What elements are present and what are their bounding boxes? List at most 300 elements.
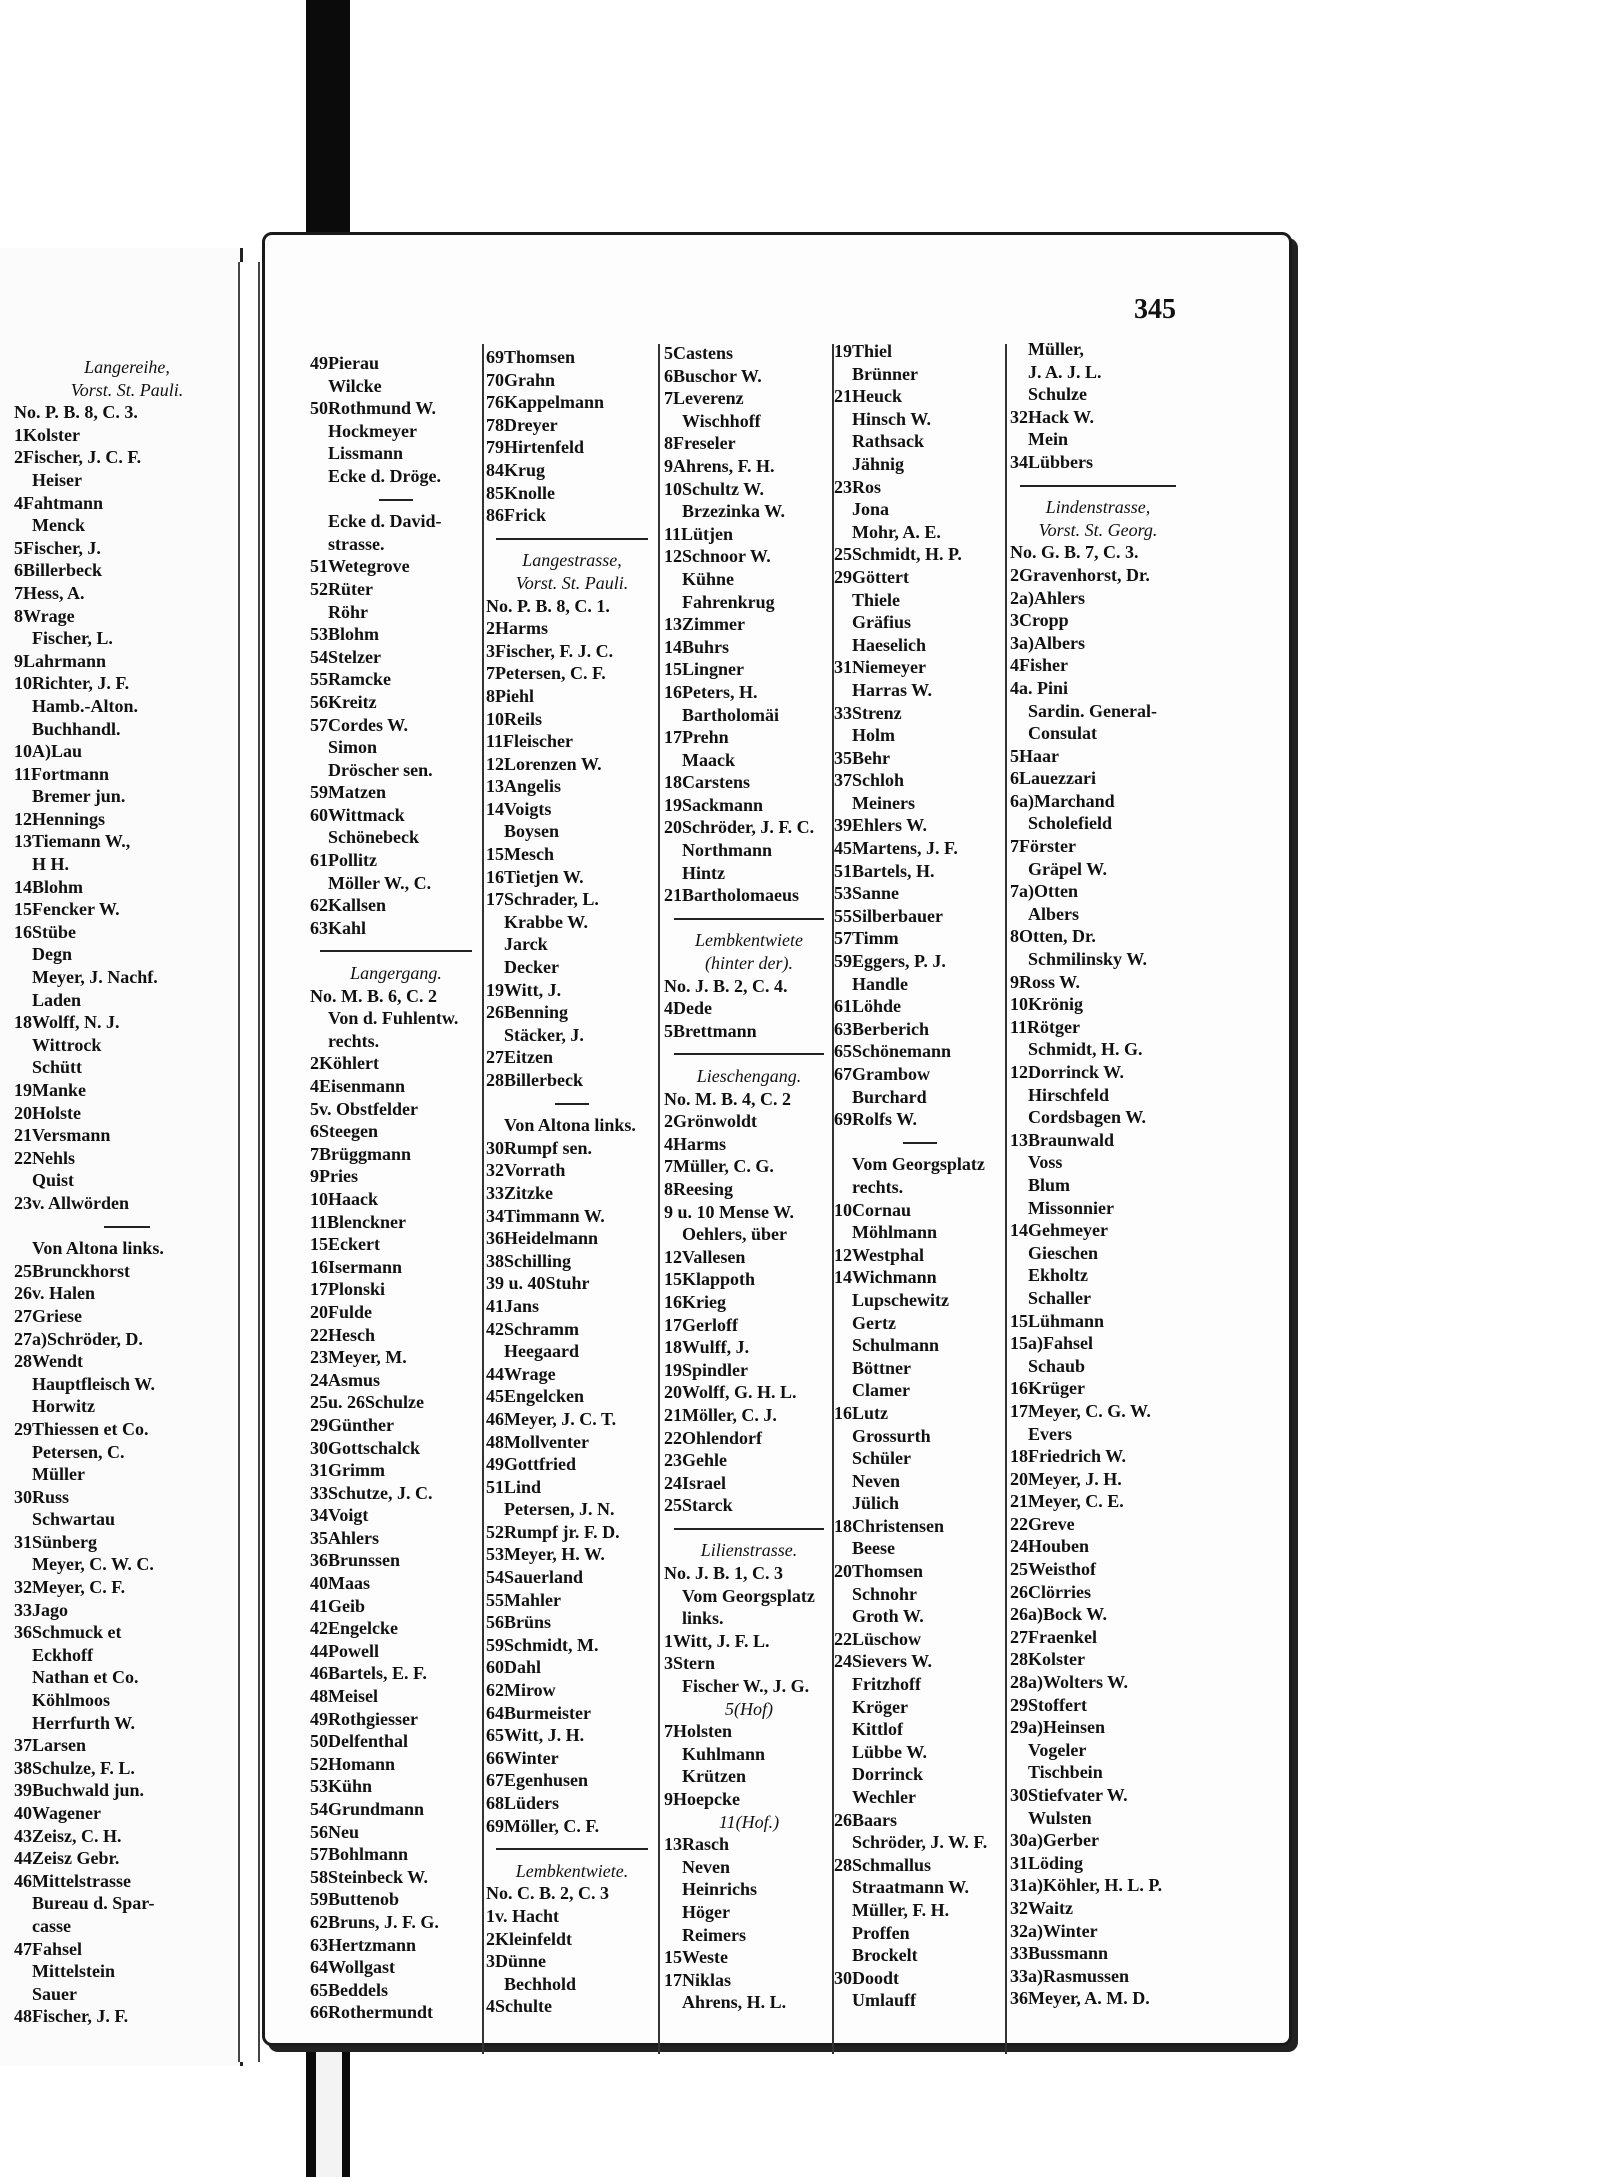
directory-entry: 33Zitzke [486, 1182, 553, 1203]
directory-entry: Mittelstein [32, 1961, 115, 1982]
directory-entry: 20Holste [14, 1102, 81, 1123]
directory-entry: 30Russ [14, 1486, 70, 1507]
directory-entry: 46Bartels, E. F. [310, 1663, 427, 1684]
directory-entry: 53Blohm [310, 624, 380, 645]
directory-entry: 84Krug [486, 459, 546, 480]
directory-entry: 1Witt, J. F. L. [664, 1630, 770, 1651]
directory-entry: 4Dede [664, 998, 712, 1019]
directory-entry: 12Dorrinck W. [1010, 1062, 1125, 1082]
directory-entry: 36Heidelmann [486, 1228, 599, 1249]
directory-entry: 4Fahtmann [14, 492, 104, 513]
directory-column-5 [1010, 338, 1186, 2010]
directory-entry: Jarck [504, 934, 548, 955]
directory-entry: 11Fortmann [14, 763, 110, 784]
directory-entry: Blum [1028, 1174, 1071, 1195]
directory-entry: 17Gerloff [664, 1314, 738, 1335]
directory-entry: No. C. B. 2, C. 3 [486, 1883, 610, 1904]
directory-entry: Schmidt, H. G. [1028, 1039, 1143, 1060]
directory-entry: 19Sackmann [664, 794, 764, 815]
directory-entry: 23v. Allwörden [14, 1192, 130, 1213]
directory-entry: Decker [504, 957, 559, 978]
directory-entry: 13Zimmer [664, 614, 745, 635]
directory-entry: 67Egenhusen [486, 1770, 589, 1791]
left-page-edge [238, 262, 260, 2062]
directory-entry: Heinrichs [682, 1879, 757, 1900]
directory-entry: Mohr, A. E. [852, 521, 941, 542]
directory-entry: 11(Hof.) [718, 1811, 780, 1832]
directory-entry: 10Krönig [1010, 994, 1084, 1015]
directory-entry: 2a)Ahlers [1010, 587, 1085, 608]
directory-entry: 4Fisher [1010, 655, 1068, 676]
directory-entry: 55Silberbauer [834, 905, 944, 926]
directory-entry: 18Friedrich W. [1010, 1446, 1126, 1467]
directory-entry: 3Stern [664, 1653, 715, 1674]
directory-entry: Hockmeyer [328, 420, 417, 441]
directory-entry: Schröder, J. W. F. [852, 1832, 988, 1853]
directory-entry: 79Hirtenfeld [486, 437, 584, 458]
directory-entry: Krabbe W. [504, 911, 589, 932]
directory-entry: 16Stübe [14, 921, 77, 942]
directory-entry: 10Reils [486, 708, 542, 729]
directory-entry: Schönebeck [328, 827, 420, 848]
directory-entry: 70Grahn [486, 369, 556, 390]
directory-entry: 36Meyer, A. M. D. [1010, 1988, 1150, 2009]
directory-entry: Scholefield [1028, 813, 1112, 834]
short-rule [14, 1215, 240, 1238]
directory-entry: 43Zeisz, C. H. [14, 1825, 122, 1846]
directory-entry: 60Dahl [486, 1657, 542, 1678]
directory-entry: Cordsbagen W. [1028, 1107, 1147, 1128]
directory-entry: 12Hennings [14, 808, 106, 829]
short-rule [834, 1131, 1006, 1154]
directory-entry: 39 u. 40Stuhr [486, 1273, 590, 1294]
directory-entry: 19Spindler [664, 1359, 749, 1380]
directory-entry: 9 u. 10 Mense W. [664, 1201, 795, 1222]
directory-entry: 66Rothermundt [310, 2002, 434, 2023]
directory-entry: Hirschfeld [1028, 1084, 1109, 1105]
directory-entry: 14Buhrs [664, 636, 730, 657]
directory-entry: Vom Georgsplatz [682, 1585, 815, 1606]
directory-entry: 16Lutz [834, 1402, 888, 1423]
directory-entry: Von Altona links. [504, 1115, 636, 1136]
directory-entry: Lindenstrasse, [1045, 497, 1151, 518]
directory-entry: 2Kleinfeldt [486, 1928, 572, 1949]
directory-entry: Schaub [1028, 1355, 1086, 1376]
directory-entry: 22Lüschow [834, 1628, 922, 1649]
directory-entry: 10Richter, J. F. [14, 673, 130, 694]
directory-entry: 24Asmus [310, 1369, 381, 1390]
directory-entry: Herrfurth W. [32, 1712, 135, 1733]
directory-entry: 46Mittelstrasse [14, 1870, 131, 1891]
directory-entry: Meiners [852, 792, 915, 813]
directory-entry: 1v. Hacht [486, 1905, 560, 1926]
directory-entry: 42Schramm [486, 1318, 579, 1339]
section-rule [664, 1517, 834, 1540]
directory-entry: Northmann [682, 840, 773, 861]
directory-entry: 4Schulte [486, 1996, 553, 2017]
directory-entry: Kröger [852, 1696, 908, 1717]
directory-entry: 42Engelcke [310, 1618, 398, 1639]
directory-entry: Schwartau [32, 1509, 116, 1530]
directory-entry: Möller W., C. [328, 872, 432, 893]
directory-entry: Haeselich [852, 634, 926, 655]
directory-entry: Vogeler [1028, 1739, 1087, 1760]
directory-entry: Schaller [1028, 1287, 1091, 1308]
directory-entry: 36Schmuck et [14, 1622, 122, 1643]
directory-entry: 54Grundmann [310, 1799, 425, 1819]
directory-entry: Hauptfleisch W. [32, 1373, 156, 1394]
directory-entry: 63Berberich [834, 1018, 929, 1039]
directory-entry: 24Israel [664, 1472, 726, 1493]
directory-entry: Clamer [852, 1380, 910, 1401]
directory-entry: Beese [852, 1538, 895, 1559]
directory-entry: 20Fulde [310, 1301, 373, 1322]
directory-entry: 44Wrage [486, 1363, 556, 1384]
directory-entry: 37Schloh [834, 770, 905, 791]
directory-entry: 26Baars [834, 1809, 897, 1830]
directory-entry: 5Brettmann [664, 1020, 757, 1041]
directory-entry: 33Schutze, J. C. [310, 1482, 433, 1503]
directory-entry: 30a)Gerber [1010, 1830, 1099, 1851]
directory-entry: 22Hesch [310, 1324, 375, 1345]
directory-entry: Fahrenkrug [682, 591, 775, 612]
page-number: 345 [1134, 294, 1176, 325]
directory-entry: 23Ros [834, 476, 882, 497]
directory-entry: 6Buschor W. [664, 365, 762, 386]
directory-entry: 56Kreitz [310, 691, 377, 712]
directory-entry: 12Schnoor W. [664, 546, 771, 567]
directory-entry: Sardin. General- [1028, 700, 1157, 721]
directory-entry: 41Jans [486, 1295, 540, 1316]
directory-entry: Lilienstrasse. [700, 1540, 798, 1561]
directory-entry: Fischer, L. [32, 628, 113, 649]
directory-entry: Wulsten [1028, 1807, 1092, 1828]
directory-entry: strasse. [328, 533, 385, 554]
directory-entry: 31a)Köhler, H. L. P. [1010, 1875, 1163, 1896]
directory-entry: 8Piehl [486, 685, 534, 706]
directory-entry: 19Thiel [834, 341, 893, 361]
directory-entry: 53Meyer, H. W. [486, 1544, 605, 1565]
directory-entry: 48Mollventer [486, 1431, 589, 1452]
directory-entry: 33Bussmann [1010, 1943, 1109, 1964]
directory-entry: Lissmann [328, 443, 404, 464]
directory-entry: 56Brüns [486, 1612, 552, 1633]
directory-entry: 17Plonski [310, 1279, 386, 1300]
directory-entry: No. P. B. 8, C. 1. [486, 595, 610, 616]
directory-entry: Boysen [504, 821, 560, 842]
directory-entry: Brünner [852, 363, 919, 384]
directory-entry: 31Niemeyer [834, 657, 926, 678]
directory-entry: Hamb.-Alton. [32, 695, 139, 716]
directory-entry: 61Pollitz [310, 850, 377, 871]
directory-entry: 31Löding [1010, 1852, 1084, 1873]
directory-entry: Grossurth [852, 1425, 931, 1446]
directory-entry: 40Maas [310, 1573, 370, 1594]
directory-entry: 44Zeisz Gebr. [14, 1848, 120, 1869]
directory-entry: No. P. B. 8, C. 3. [14, 402, 138, 423]
directory-entry: 22Nehls [14, 1147, 76, 1168]
directory-entry: 59Buttenob [310, 1889, 400, 1910]
directory-entry: Schnohr [852, 1583, 918, 1604]
directory-entry: 16Krüger [1010, 1378, 1085, 1399]
directory-entry: Schmilinsky W. [1028, 949, 1148, 970]
directory-entry: 33Strenz [834, 702, 902, 723]
directory-entry: Brzezinka W. [682, 501, 786, 522]
directory-entry: 69Möller, C. F. [486, 1815, 600, 1836]
directory-entry: 30Doodt [834, 1967, 900, 1988]
directory-entry: Tischbein [1028, 1762, 1103, 1783]
directory-entry: 5Fischer, J. [14, 537, 101, 558]
directory-entry: Heegaard [504, 1341, 579, 1362]
directory-entry: 20Meyer, J. H. [1010, 1468, 1122, 1489]
directory-entry: 57Timm [834, 928, 899, 949]
directory-entry: Müller, [1028, 339, 1084, 359]
left-page-column [14, 356, 240, 2028]
directory-entry: 7Brüggmann [310, 1143, 412, 1164]
directory-entry: 34Timmann W. [486, 1205, 605, 1226]
short-rule [310, 488, 482, 511]
directory-entry: 15Weste [664, 1947, 728, 1968]
directory-entry: 33Jago [14, 1599, 68, 1620]
directory-entry: Röhr [328, 601, 368, 622]
directory-entry: 66Winter [486, 1747, 559, 1768]
directory-entry: 11Rötger [1010, 1016, 1080, 1037]
section-rule [1010, 474, 1186, 497]
directory-entry: 21Meyer, C. E. [1010, 1491, 1124, 1512]
directory-entry: 26Clörries [1010, 1581, 1091, 1602]
directory-entry: 4a. Pini [1010, 677, 1069, 698]
directory-entry: 7Holsten [664, 1721, 733, 1742]
directory-entry: 17Meyer, C. G. W. [1010, 1400, 1151, 1421]
directory-entry: 15Klappoth [664, 1269, 756, 1290]
directory-entry: casse [32, 1915, 71, 1936]
directory-entry: 21Versmann [14, 1125, 111, 1146]
directory-column-3 [664, 342, 834, 2014]
directory-entry: 56Neu [310, 1821, 359, 1842]
directory-entry: 22Ohlendorf [664, 1427, 763, 1448]
directory-entry: Ecke d. Dröge. [328, 465, 441, 486]
directory-entry: Groth W. [852, 1606, 924, 1627]
directory-entry: 28Schmallus [834, 1854, 932, 1875]
directory-entry: No. M. B. 4, C. 2 [664, 1088, 791, 1109]
directory-entry: Gräfius [852, 612, 912, 633]
directory-entry: 8Freseler [664, 433, 736, 454]
directory-entry: 27Griese [14, 1305, 82, 1326]
directory-entry: Quist [32, 1170, 75, 1191]
directory-entry: Buchhandl. [32, 718, 121, 739]
directory-entry: 14Voigts [486, 798, 552, 819]
directory-entry: 19Manke [14, 1080, 86, 1100]
directory-entry: 3Fischer, F. J. C. [486, 640, 614, 661]
directory-entry: 10Cornau [834, 1199, 912, 1220]
directory-entry: Handle [852, 973, 909, 994]
directory-entry: 15Fencker W. [14, 899, 120, 920]
directory-entry: 68Lüders [486, 1793, 560, 1813]
directory-entry: 8Wrage [14, 605, 75, 626]
directory-entry: Müller, F. H. [852, 1899, 950, 1920]
directory-entry: Möhlmann [852, 1222, 938, 1243]
directory-entry: Horwitz [32, 1396, 95, 1417]
directory-entry: Ahrens, H. L. [682, 1992, 787, 2013]
directory-entry: Gräpel W. [1028, 858, 1108, 879]
directory-entry: Vom Georgsplatz [852, 1154, 985, 1175]
directory-entry: 8Reesing [664, 1178, 733, 1199]
directory-entry: Rathsack [852, 431, 925, 452]
directory-entry: Evers [1028, 1423, 1072, 1444]
directory-entry: Jülich [852, 1493, 900, 1514]
directory-entry: Bechhold [504, 1973, 577, 1994]
directory-column-1 [310, 352, 482, 2024]
directory-entry: 7Hess, A. [14, 582, 85, 603]
directory-entry: 51Wetegrove [310, 556, 410, 577]
directory-entry: 10A)Lau [14, 741, 83, 762]
directory-entry: Schüler [852, 1448, 912, 1469]
directory-entry: 62Mirow [486, 1680, 556, 1701]
directory-entry: Ekholtz [1028, 1265, 1089, 1286]
directory-entry: 28Wendt [14, 1351, 84, 1372]
directory-entry: 50Rothmund W. [310, 398, 437, 419]
directory-entry: Ecke d. David- [328, 511, 442, 532]
directory-entry: 59Matzen [310, 782, 386, 803]
directory-entry: 44Powell [310, 1640, 379, 1661]
directory-entry: 64Wollgast [310, 1957, 396, 1978]
directory-entry: Hinsch W. [852, 408, 932, 429]
directory-entry: Bartholomäi [682, 704, 779, 725]
directory-entry: Harras W. [852, 679, 933, 700]
directory-entry: 28Billerbeck [486, 1070, 583, 1090]
directory-entry: 63Hertzmann [310, 1934, 416, 1955]
directory-entry: 16Krieg [664, 1291, 726, 1312]
directory-entry: No. G. B. 7, C. 3. [1010, 542, 1139, 563]
directory-entry: 64Burmeister [486, 1702, 591, 1723]
directory-entry: 2Grönwoldt [664, 1111, 758, 1132]
directory-entry: 49Pierau [310, 353, 379, 373]
directory-entry: 22Greve [1010, 1513, 1075, 1534]
directory-entry: Gertz [852, 1312, 896, 1333]
directory-entry: Kühne [682, 568, 735, 589]
directory-entry: 5Haar [1010, 745, 1059, 766]
directory-entry: 10Haack [310, 1188, 379, 1209]
directory-entry: 28Kolster [1010, 1649, 1085, 1670]
directory-entry: Schulmann [852, 1335, 940, 1356]
directory-entry: 46Meyer, J. C. T. [486, 1408, 617, 1429]
directory-entry: Wischhoff [682, 410, 761, 431]
directory-entry: H H. [32, 854, 70, 875]
directory-entry: Wilcke [328, 375, 382, 396]
directory-entry: Nathan et Co. [32, 1667, 139, 1688]
directory-entry: Oehlers, über [682, 1224, 787, 1245]
directory-entry: Lembkentwiete. [515, 1860, 629, 1881]
directory-entry: 2Gravenhorst, Dr. [1010, 564, 1150, 585]
directory-entry: 53Sanne [834, 883, 900, 904]
directory-entry: Von Altona links. [32, 1238, 164, 1259]
directory-entry: 69Thomsen [486, 347, 576, 367]
directory-entry: 25Schmidt, H. P. [834, 544, 962, 565]
directory-entry: 52Rüter [310, 578, 373, 599]
directory-entry: rechts. [852, 1176, 904, 1197]
directory-entry: 23Gehle [664, 1450, 727, 1471]
directory-entry: Holm [852, 725, 895, 746]
directory-entry: 27Eitzen [486, 1047, 553, 1068]
directory-entry: Fischer W., J. G. [682, 1676, 810, 1697]
directory-entry: Von d. Fuhlentw. [328, 1008, 459, 1029]
directory-entry: 12Lorenzen W. [486, 753, 602, 774]
directory-entry: Bureau d. Spar- [32, 1893, 155, 1914]
directory-entry: 61Löhde [834, 996, 902, 1017]
directory-entry: 37Larsen [14, 1735, 86, 1756]
directory-entry: 32a)Winter [1010, 1920, 1098, 1941]
directory-entry: 47Fahsel [14, 1938, 83, 1959]
directory-entry: 78Dreyer [486, 414, 558, 435]
directory-entry: No. J. B. 1, C. 3 [664, 1563, 784, 1584]
directory-entry: 38Schilling [486, 1250, 572, 1271]
directory-entry: 57Cordes W. [310, 714, 409, 735]
directory-entry: 55Mahler [486, 1589, 561, 1610]
directory-entry: 19Witt, J. [486, 979, 562, 1000]
directory-entry: 20Schröder, J. F. C. [664, 817, 815, 838]
directory-entry: 21Möller, C. J. [664, 1404, 777, 1425]
directory-entry: 65Witt, J. H. [486, 1725, 585, 1746]
directory-entry: 14Blohm [14, 876, 84, 897]
directory-entry: 62Kallsen [310, 895, 387, 916]
directory-entry: 11Fleischer [486, 731, 573, 752]
directory-entry: 28a)Wolters W. [1010, 1672, 1129, 1693]
directory-entry: 32Waitz [1010, 1897, 1073, 1918]
directory-entry: 20Thomsen [834, 1561, 924, 1582]
directory-entry: Hintz [682, 862, 725, 883]
section-rule [664, 1042, 834, 1065]
section-rule [310, 939, 482, 962]
directory-entry: Wittrock [32, 1034, 102, 1055]
directory-entry: 32Vorrath [486, 1160, 566, 1181]
directory-entry: 52Rumpf jr. F. D. [486, 1521, 620, 1542]
directory-entry: 26Benning [486, 1002, 569, 1023]
directory-entry: 60Wittmack [310, 804, 405, 825]
column-divider [482, 344, 484, 2054]
directory-entry: 32Meyer, C. F. [14, 1577, 126, 1598]
directory-entry: 34Lübbers [1010, 451, 1094, 472]
directory-entry: Neven [852, 1470, 900, 1491]
directory-entry: 51Bartels, H. [834, 860, 935, 881]
directory-entry: 14Wichmann [834, 1267, 937, 1288]
directory-entry: 11Blenckner [310, 1211, 407, 1232]
section-rule [664, 907, 834, 930]
section-rule [486, 1837, 658, 1860]
directory-entry: 7Leverenz [664, 388, 744, 409]
directory-entry: 31Sünberg [14, 1531, 98, 1552]
directory-entry: Meyer, J. Nachf. [32, 967, 158, 988]
directory-entry: 20Wolff, G. H. L. [664, 1382, 797, 1403]
directory-entry: 17Schrader, L. [486, 889, 599, 910]
directory-entry: J. A. J. L. [1028, 361, 1102, 382]
directory-entry: 3Cropp [1010, 610, 1069, 631]
directory-entry: 15Lühmann [1010, 1310, 1105, 1331]
directory-entry: 55Ramcke [310, 669, 391, 690]
directory-entry: 4Eisenmann [310, 1076, 406, 1096]
directory-entry: Petersen, C. [32, 1441, 125, 1462]
directory-entry: Langergang. [350, 963, 442, 984]
directory-entry: 11Lütjen [664, 523, 734, 544]
directory-entry: 7Förster [1010, 836, 1076, 857]
directory-entry: 5v. Obstfelder [310, 1098, 418, 1119]
directory-entry: Wechler [852, 1787, 916, 1807]
directory-entry: 3a)Albers [1010, 632, 1085, 653]
directory-entry: 15Mesch [486, 844, 554, 865]
directory-entry: 18Wulff, J. [664, 1337, 750, 1358]
directory-entry: 65Schönemann [834, 1041, 952, 1062]
directory-entry: 15Lingner [664, 659, 745, 680]
directory-entry: 31Grimm [310, 1460, 385, 1481]
